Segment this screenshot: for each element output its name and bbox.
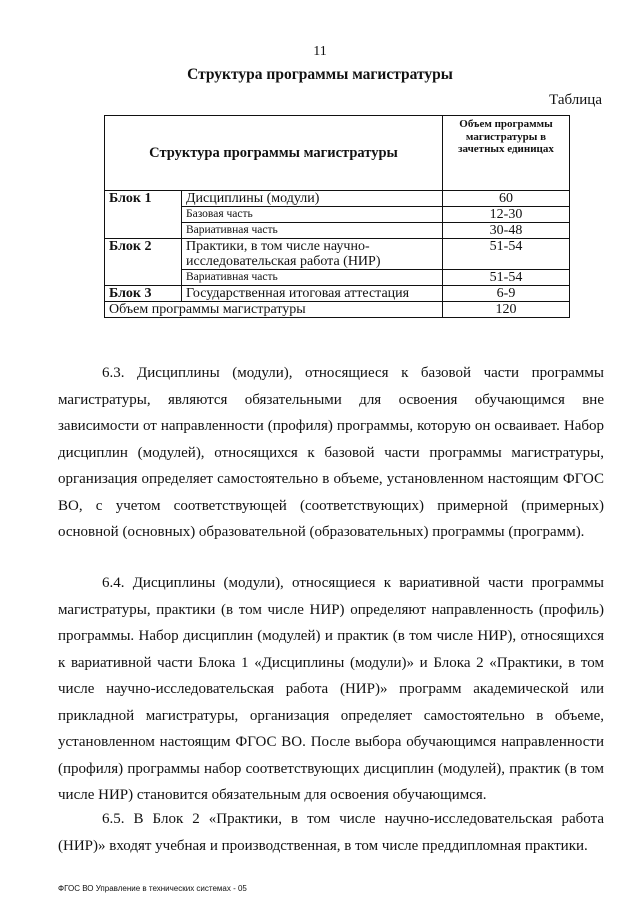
row-value: 12-30 — [443, 207, 570, 223]
table-header-row — [105, 116, 570, 191]
paragraph-6-4: 6.4. Дисциплины (модули), относящиеся к вариативной части программы магистратуры, практики (в том числе НИР) определяют направленность (профиль) программы. Набор дисциплин (модулей) и практик (в том числе НИР), относящихся к вариативной части Блока 1 «Дисциплины (модули)» и Блока 2 «Практики, в том числе научно-исследовательская работа (НИР)» программ академической или прикладной магистратуры, организация определяет самостоятельно в объеме, установленном настоящим ФГОС ВО. После выбора обучающимся направленности (профиля) программы набор соответствующих дисциплин (модулей), практик (в том числе НИР) становится обязательным для освоения обучающимся. — [58, 575, 604, 803]
row-value: 30-48 — [443, 223, 570, 239]
paragraph-6-3: 6.3. Дисциплины (модули), относящиеся к базовой части программы магистратуры, являются обязательными для освоения обучающимся вне зависимости от направленности (профиля) программы, которую он осваивает. Набор дисциплин (модулей), относящихся к базовой части программы магистратуры, организация определяет самостоятельно в объеме, установленном настоящим ФГОС ВО, с учетом соответствующей (соответствующих) примерной (примерных) основной (основных) образовательной (образовательных) программы (программ). — [58, 365, 604, 540]
table-row — [105, 191, 570, 207]
table-caption: Таблица — [549, 92, 602, 108]
row-value: 51-54 — [443, 239, 570, 270]
table-row — [105, 239, 570, 270]
table-row — [105, 286, 570, 302]
header-volume: Объем программы магистратуры в зачетных единицах — [443, 116, 570, 191]
page-number: 11 — [313, 44, 327, 59]
row-name: Базовая часть — [182, 207, 443, 223]
table-total-row — [105, 302, 570, 318]
page-title: Структура программы магистратуры — [187, 66, 453, 83]
row-name: Практики, в том числе научно-исследовательская работа (НИР) — [182, 239, 443, 270]
header-structure: Структура программы магистратуры — [105, 116, 443, 191]
row-name: Дисциплины (модули) — [182, 191, 443, 207]
block-label: Блок 2 — [105, 239, 182, 286]
row-value: 51-54 — [443, 270, 570, 286]
page-footer: ФГОС ВО Управление в технических системах - 05 — [58, 884, 247, 893]
row-name: Государственная итоговая аттестация — [182, 286, 443, 302]
total-label: Объем программы магистратуры — [105, 302, 443, 318]
block-label: Блок 3 — [105, 286, 182, 302]
row-value: 6-9 — [443, 286, 570, 302]
program-structure-table — [104, 115, 570, 318]
block-label: Блок 1 — [105, 191, 182, 239]
total-value: 120 — [443, 302, 570, 318]
row-name: Вариативная часть — [182, 270, 443, 286]
row-value: 60 — [443, 191, 570, 207]
row-name: Вариативная часть — [182, 223, 443, 239]
paragraph-6-5: 6.5. В Блок 2 «Практики, в том числе научно-исследовательская работа (НИР)» входят учебная и производственная, в том числе преддипломная практики. — [58, 811, 604, 854]
